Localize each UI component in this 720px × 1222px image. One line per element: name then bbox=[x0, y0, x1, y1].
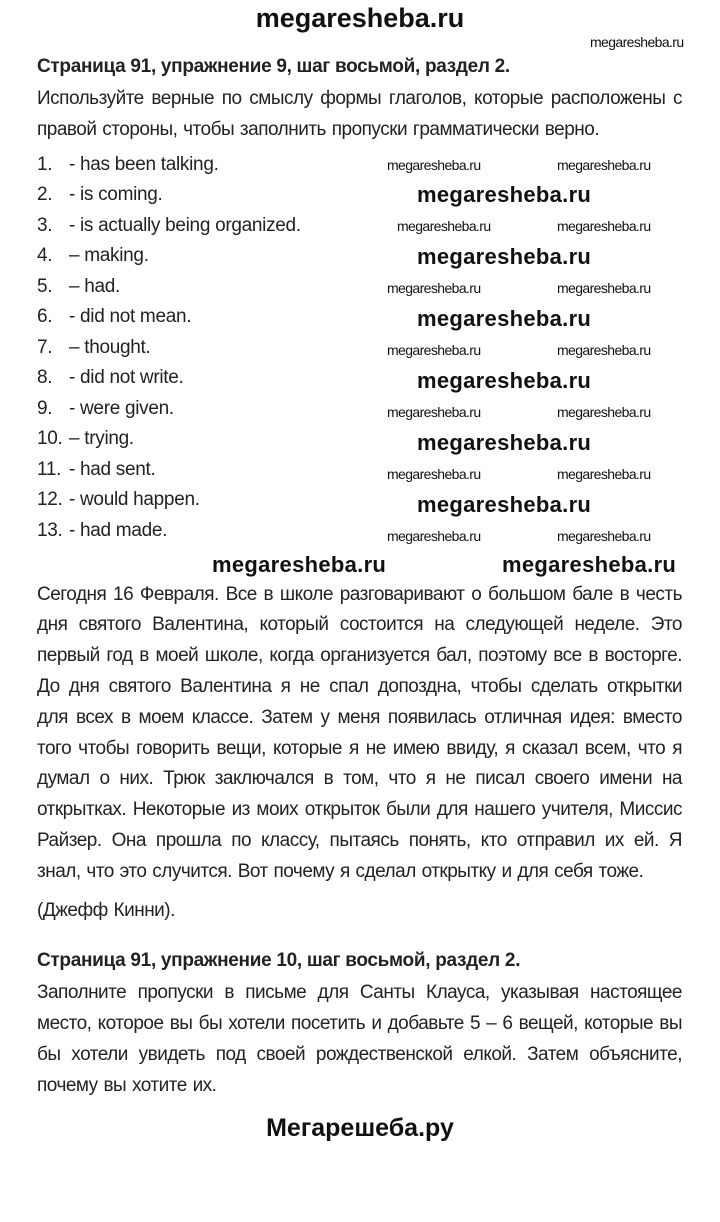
answer-text: - is actually being organized. bbox=[69, 214, 301, 236]
watermark: megaresheba.ru bbox=[387, 156, 481, 173]
answer-area bbox=[37, 150, 682, 550]
watermark: megaresheba.ru bbox=[557, 217, 651, 234]
watermark: megaresheba.ru bbox=[212, 551, 387, 577]
watermark: megaresheba.ru bbox=[417, 181, 592, 207]
answer-number: 9. bbox=[37, 397, 53, 419]
answer-item bbox=[37, 272, 301, 303]
answer-number: 7. bbox=[37, 336, 53, 358]
watermark: megaresheba.ru bbox=[387, 341, 481, 358]
watermark: megaresheba.ru bbox=[557, 341, 651, 358]
watermark: megaresheba.ru bbox=[387, 403, 481, 420]
answer-text: – thought. bbox=[69, 336, 151, 358]
watermark: megaresheba.ru bbox=[557, 527, 651, 544]
watermark: megaresheba.ru bbox=[387, 279, 481, 296]
answer-number: 5. bbox=[37, 275, 53, 297]
footer-site-name: Мегарешеба.ру bbox=[266, 1113, 454, 1142]
exercise-10-heading: Страница 91, упражнение 10, шаг восьмой, раздел 2. bbox=[37, 950, 521, 972]
answer-number: 1. bbox=[37, 153, 53, 175]
page-content bbox=[37, 54, 682, 1144]
story-author: (Джефф Кинни). bbox=[37, 899, 175, 921]
answer-item bbox=[37, 485, 301, 516]
watermark: megaresheba.ru bbox=[557, 403, 651, 420]
answer-item bbox=[37, 302, 301, 333]
story-text: Сегодня 16 Февраля. Все в школе разговаривают о большом бале в честь дня святого Валентина, который состоится на следующей неделе. Это первый год в моей школе, когда организуется бал, поэтому все в восторге. До дня святого Валентина я не спал допоздна, чтобы сделать открытки для всех в моем классе. Затем у меня появилась отличная идея: вместо того чтобы говорить вещи, которые я не имею ввиду, я сказал всем, что я думал о них. Трюк заключался в том, что я не писал своего имени на открытках. Некоторые из моих открыток были для нашего учителя, Миссис Райзер. Она прошла по классу, пытаясь понять, кто отправил их ей. Я знал, что это случится. Вот почему я сделал открытку и для себя тоже. bbox=[37, 583, 682, 882]
answer-number: 10. bbox=[37, 428, 63, 450]
watermark: megaresheba.ru bbox=[417, 305, 592, 331]
watermark: megaresheba.ru bbox=[417, 367, 592, 393]
watermark: megaresheba.ru bbox=[387, 465, 481, 482]
answer-text: - has been talking. bbox=[69, 153, 219, 175]
answer-text: - had sent. bbox=[69, 458, 156, 480]
answer-item bbox=[37, 455, 301, 486]
answer-item bbox=[37, 516, 301, 547]
answer-text: - did not mean. bbox=[69, 306, 192, 328]
site-title: megaresheba.ru bbox=[255, 3, 465, 33]
answer-number: 6. bbox=[37, 306, 53, 328]
watermark-row bbox=[37, 550, 682, 580]
answer-item bbox=[37, 363, 301, 394]
exercise-9-heading: Страница 91, упражнение 9, шаг восьмой, раздел 2. bbox=[37, 56, 510, 77]
watermark: megaresheba.ru bbox=[417, 491, 592, 517]
watermark: megaresheba.ru bbox=[557, 279, 651, 296]
watermark: megaresheba.ru bbox=[590, 34, 684, 50]
answer-number: 13. bbox=[37, 519, 63, 541]
answer-text: - were given. bbox=[69, 397, 174, 419]
watermark: megaresheba.ru bbox=[387, 527, 481, 544]
answer-item bbox=[37, 424, 301, 455]
answer-item bbox=[37, 333, 301, 364]
watermark: megaresheba.ru bbox=[557, 465, 651, 482]
answer-text: - did not write. bbox=[69, 367, 184, 389]
answer-item bbox=[37, 394, 301, 425]
answer-number: 4. bbox=[37, 245, 53, 267]
answer-list bbox=[37, 150, 301, 547]
answer-item bbox=[37, 211, 301, 242]
exercise-10-instruction: Заполните пропуски в письме для Санты Клауса, указывая настоящее место, которое вы бы хотели посетить и добавьте 5 – 6 вещей, которые вы бы хотели увидеть под своей рождественской елкой. Затем объясните, почему вы хотите их. bbox=[37, 982, 682, 1096]
answer-number: 8. bbox=[37, 367, 53, 389]
watermark: megaresheba.ru bbox=[417, 243, 592, 269]
answer-text: - would happen. bbox=[69, 489, 200, 511]
exercise-9-instruction: Используйте верные по смыслу формы глаголов, которые расположены с правой стороны, чтобы заполнить пропуски грамматически верно. bbox=[37, 88, 682, 140]
watermark: megaresheba.ru bbox=[502, 551, 677, 577]
answer-number: 12. bbox=[37, 489, 63, 511]
watermark: megaresheba.ru bbox=[417, 429, 592, 455]
answer-text: – making. bbox=[69, 245, 149, 267]
answer-text: - is coming. bbox=[69, 184, 163, 206]
answer-item bbox=[37, 180, 301, 211]
answer-number: 3. bbox=[37, 214, 53, 236]
answer-text: - had made. bbox=[69, 519, 168, 541]
answer-text: – had. bbox=[69, 275, 121, 297]
watermark: megaresheba.ru bbox=[397, 217, 491, 234]
answer-number: 11. bbox=[37, 458, 62, 480]
answer-number: 2. bbox=[37, 184, 53, 206]
answer-item bbox=[37, 150, 301, 181]
answer-text: – trying. bbox=[69, 428, 134, 450]
answer-item bbox=[37, 241, 301, 272]
watermark: megaresheba.ru bbox=[557, 156, 651, 173]
